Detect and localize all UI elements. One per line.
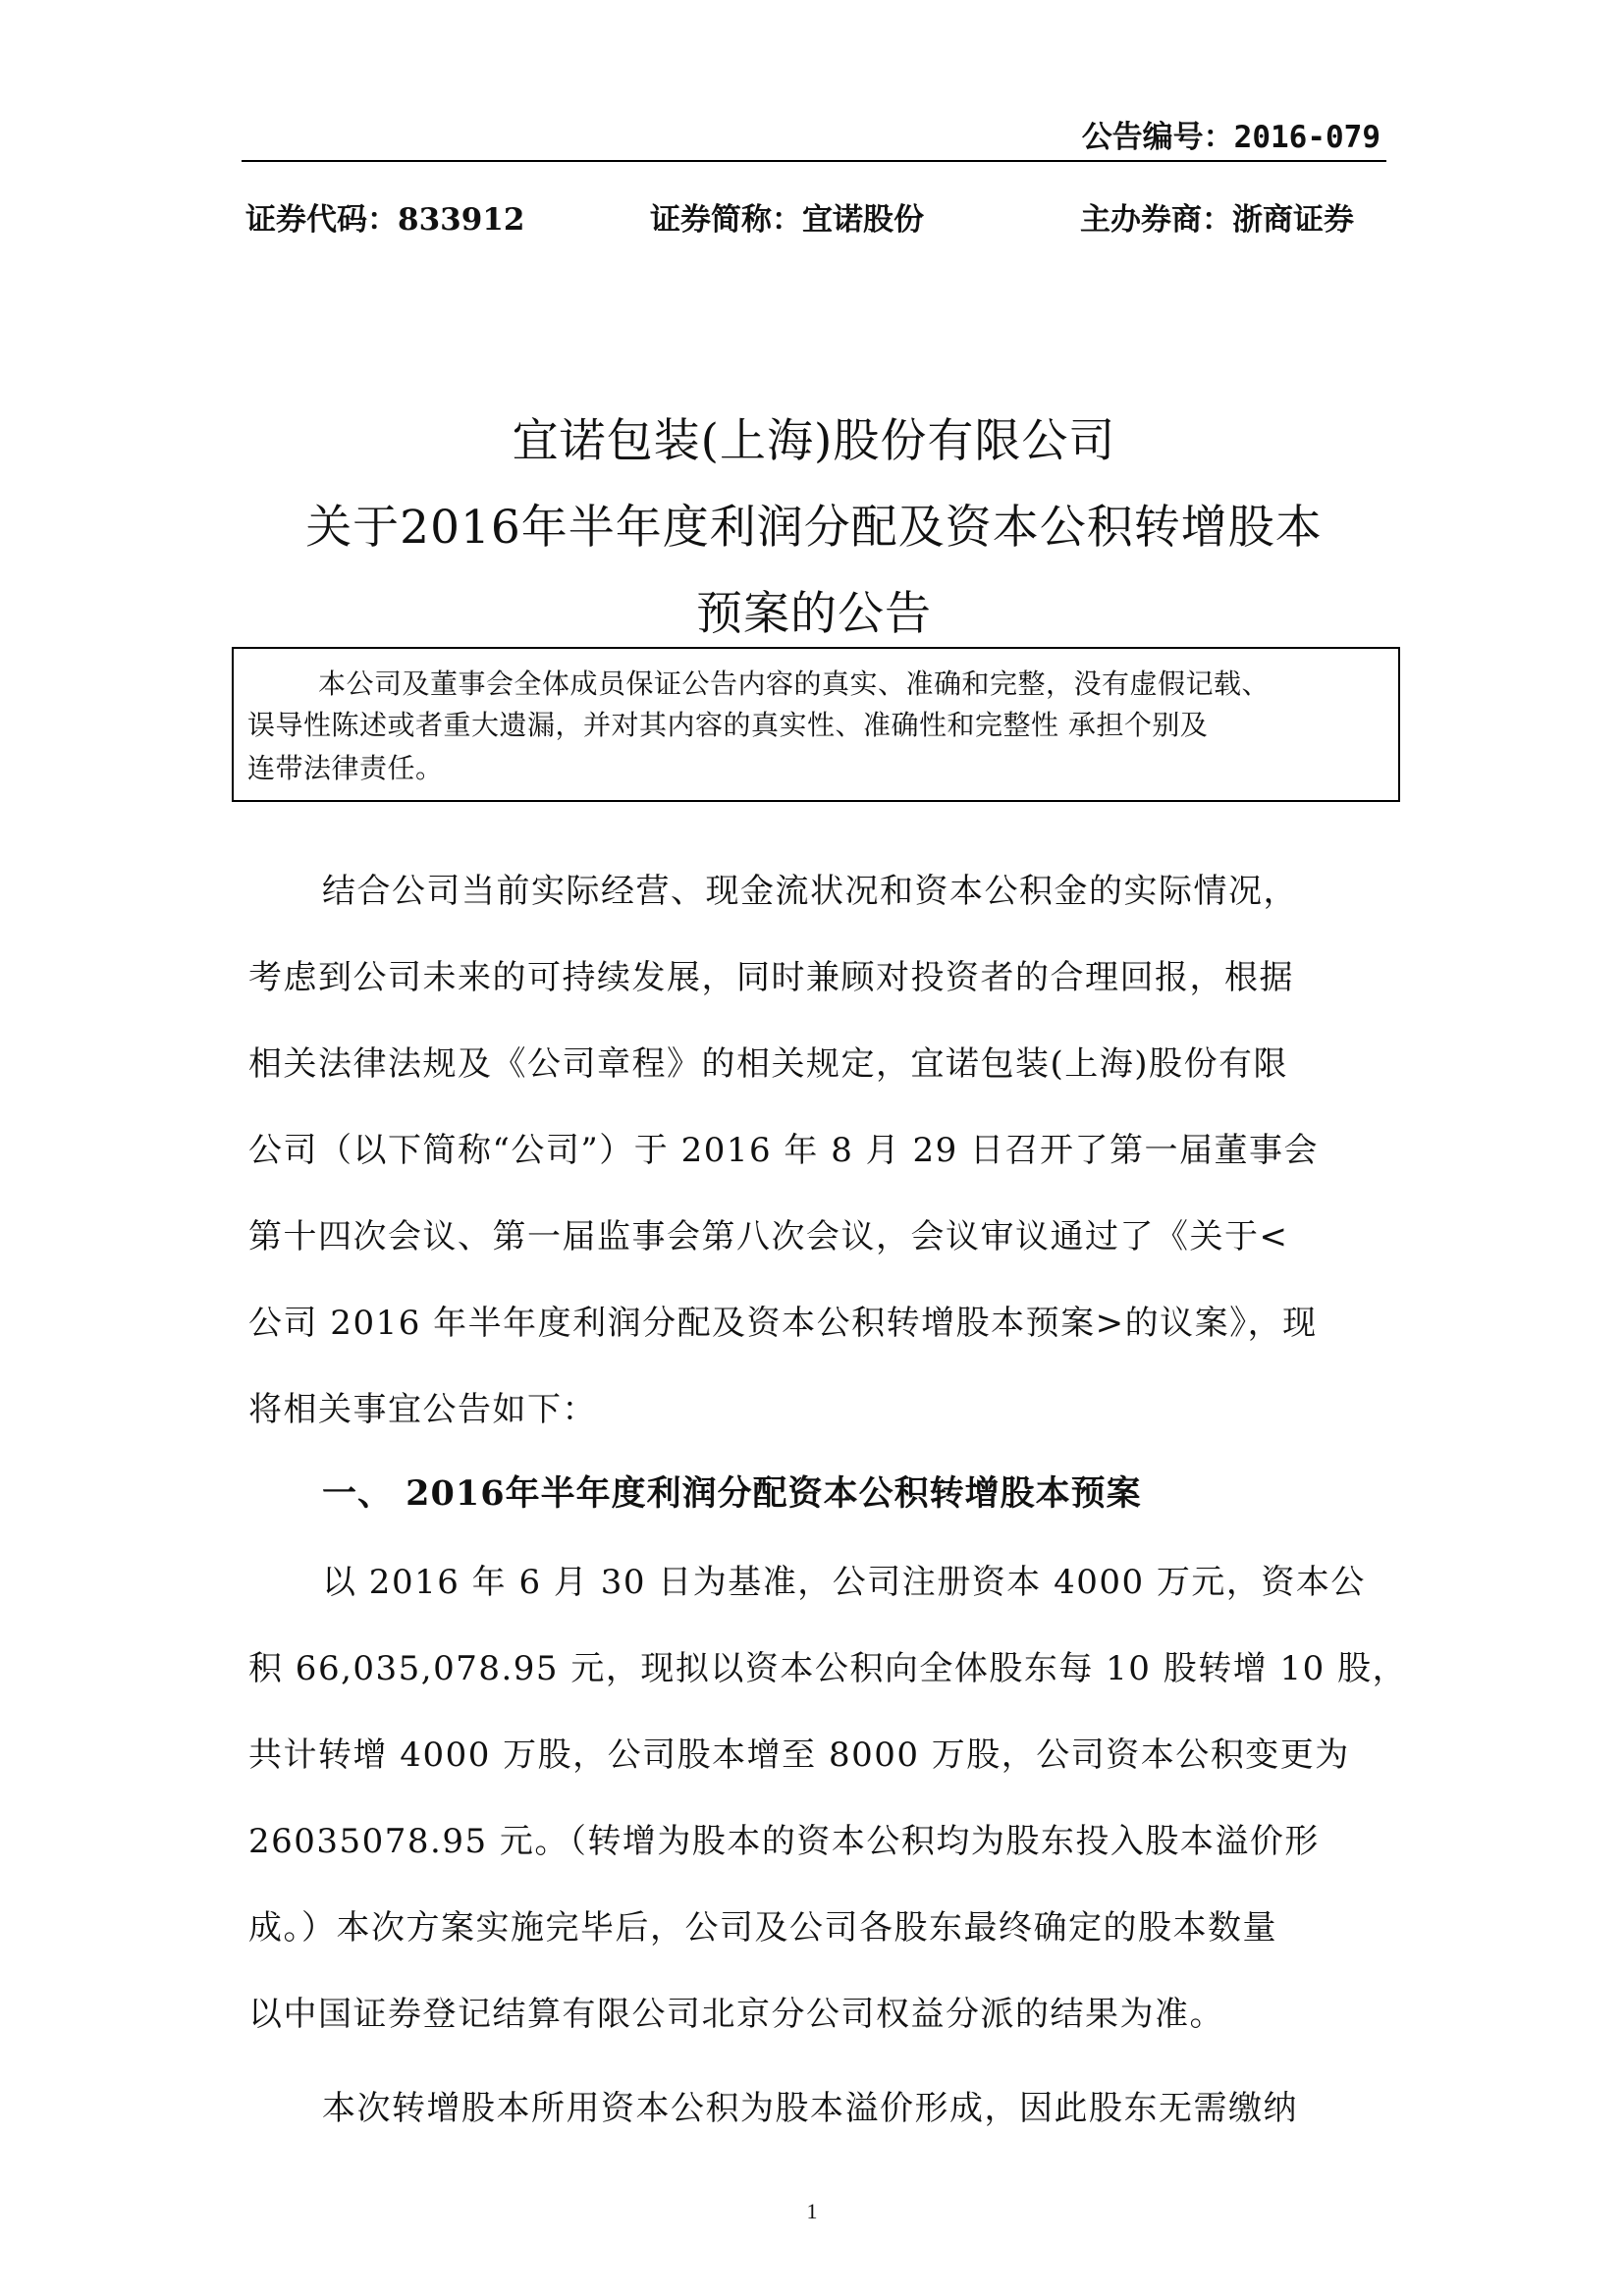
document-title-line-3: 预案的公告 (696, 587, 932, 641)
disclaimer-line: 误导性陈述或者重大遗漏，并对其内容的真实性、准确性和完整性 承担个别及 (247, 709, 1209, 741)
paragraph-1-line: 公司（以下简称“公司”）于 2016 年 8 月 29 日召开了第一届董事会 (248, 1131, 1320, 1170)
section-1-heading: 一、 2016年半年度利润分配资本公积转增股本预案 (322, 1473, 1142, 1514)
paragraph-1-line: 公司 2016 年半年度利润分配及资本公积转增股本预案>的议案》，现 (248, 1304, 1318, 1343)
paragraph-2-line: 以中国证券登记结算有限公司北京分公司权益分派的结果为准。 (248, 1995, 1224, 2034)
paragraph-2-line: 成。）本次方案实施完毕后，公司及公司各股东最终确定的股本数量 (248, 1908, 1277, 1948)
paragraph-2-line: 积 66,035,078.95 元，现拟以资本公积向全体股东每 10 股转增 10 股， (248, 1649, 1408, 1688)
security-code: 证券代码：833912 (245, 202, 525, 238)
paragraph-1-line: 考虑到公司未来的可持续发展，同时兼顾对投资者的合理回报，根据 (248, 958, 1294, 997)
security-name: 证券简称：宜诺股份 (650, 202, 924, 238)
paragraph-1-line: 结合公司当前实际经营、现金流状况和资本公积金的实际情况， (322, 872, 1298, 911)
paragraph-3-line: 本次转增股本所用资本公积为股本溢价形成，因此股东无需缴纳 (322, 2089, 1298, 2128)
paragraph-1-line: 第十四次会议、第一届监事会第八次会议，会议审议通过了《关于< (248, 1217, 1289, 1256)
disclaimer-line: 本公司及董事会全体成员保证公告内容的真实、准确和完整，没有虚假记载、 (318, 667, 1271, 700)
paragraph-2-line: 以 2016 年 6 月 30 日为基准，公司注册资本 4000 万元，资本公 (322, 1563, 1366, 1602)
paragraph-1-line: 相关法律法规及《公司章程》的相关规定，宜诺包装(上海)股份有限 (248, 1044, 1289, 1084)
disclaimer-line: 连带法律责任。 (247, 752, 444, 784)
header-divider (242, 160, 1386, 162)
paragraph-2-line: 共计转增 4000 万股，公司股本增至 8000 万股，公司资本公积变更为 (248, 1735, 1350, 1775)
sponsor-broker: 主办券商：浙商证券 (1080, 202, 1354, 238)
disclaimer-box (232, 647, 1400, 802)
paragraph-1-line: 将相关事宜公告如下： (248, 1390, 597, 1429)
document-title-line-2: 关于2016年半年度利润分配及资本公积转增股本 (305, 501, 1323, 555)
document-title-line-1: 宜诺包装(上海)股份有限公司 (512, 414, 1116, 468)
announcement-number: 公告编号：2016-079 (1081, 120, 1380, 155)
paragraph-2-line: 26035078.95 元。（转增为股本的资本公积均为股东投入股本溢价形 (248, 1822, 1320, 1861)
page-number: 1 (806, 2199, 818, 2223)
